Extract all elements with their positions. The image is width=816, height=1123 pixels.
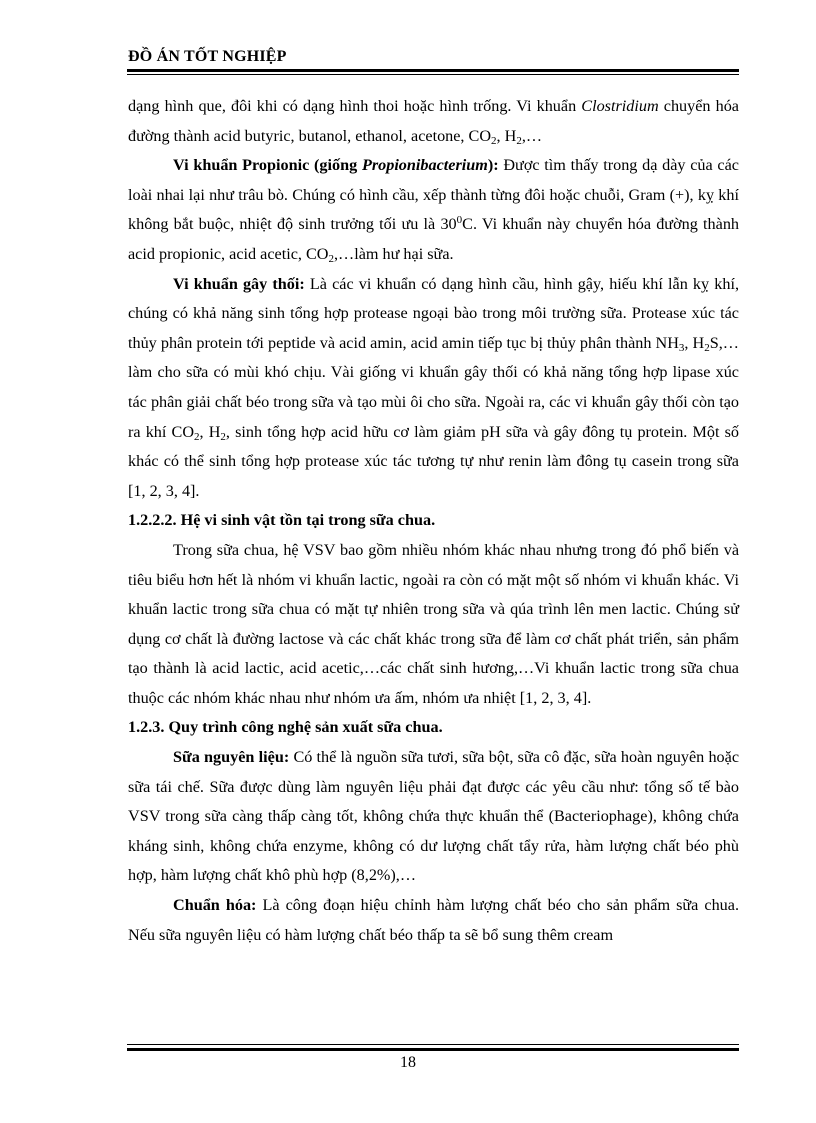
page-number: 18 <box>400 1054 416 1071</box>
footer-rule-thick <box>127 1048 739 1051</box>
section-heading-1-2-3: 1.2.3. Quy trình công nghệ sản xuất sữa chua. <box>128 718 443 737</box>
paragraph-standardization: Chuẩn hóa: Là công đoạn hiệu chỉnh hàm lượng chất béo cho sản phẩm sữa chua. Nếu sữa nguyên liệu có hàm lượng chất béo thấp ta sẽ bổ sung thêm cream <box>128 896 740 944</box>
document-body <box>128 92 739 950</box>
paragraph-clostridium: dạng hình que, đôi khi có dạng hình thoi hoặc hình trống. Vi khuẩn Clostridium chuyển hóa đường thành acid butyric, butanol, ethanol, acetone, $CO_2$, $H_2,\dots$ <box>128 97 739 147</box>
paragraph-putrefactive: Vi khuẩn gây thối: Là các vi khuẩn có dạng hình cầu, hình gậy, hiếu khí lẫn kỵ khí, chúng có khả năng sinh tổng hợp protease ngoại bào trong môi trường sữa. Protease xúc tác thủy phân protein tới peptide và acid amin, acid amin tiếp tục bị thủy phân thành $NH_3$, $H_2S,\dots làm$ cho sữa có mùi khó chịu. Vài giống vi khuẩn gây thối có khả năng tổng hợp lipase xúc tác phân giải chất béo trong sữa và tạo mùi ôi cho sữa. Ngoài ra, các vi khuẩn gây thối còn tạo ra khí $CO_2$, $H_2$, sinh tổng hợp acid hữu cơ làm giảm pH sữa và gây đông tụ protein. Một số khác có thể sinh tổng hợp protease xúc tác tương tự như renin làm đông tụ casein trong sữa [1, 2, 3, 4]. <box>128 274 739 500</box>
footer-rule-thin <box>127 1044 739 1045</box>
paragraph-raw-milk: Sữa nguyên liệu: Có thể là nguồn sữa tươi, sữa bột, sữa cô đặc, sữa hoàn nguyên hoặc sữa tái chế. Sữa được dùng làm nguyên liệu phải đạt được các yêu cầu như: tổng số tế bào VSV trong sữa càng thấp càng tốt, không chứa thực khuẩn thể (Bacteriophage), không chứa kháng sinh, không chứa enzyme, không có dư lượng chất tẩy rửa, hàm lượng chất béo phù hợp, hàm lượng chất khô phù hợp (8,2%),… <box>128 748 740 885</box>
paragraph-yogurt-microflora: Trong sữa chua, hệ VSV bao gồm nhiều nhóm khác nhau nhưng trong đó phổ biến và tiêu biểu hơn hết là nhóm vi khuẩn lactic, ngoài ra còn có mặt một số nhóm vi khuẩn khác. Vi khuẩn lactic trong sữa chua có mặt tự nhiên trong sữa và qúa trình lên men lactic. Chúng sử dụng cơ chất là đường lactose và các chất khác trong sữa để làm cơ chất phát triển, sản phẩm tạo thành là acid lactic, acid acetic,…các chất sinh hương,…Vi khuẩn lactic trong sữa chua thuộc các nhóm khác nhau như nhóm ưa ấm, nhóm ưa nhiệt [1, 2, 3, 4]. <box>128 540 739 707</box>
header-rule-thick <box>127 69 739 72</box>
header-rule-thin <box>127 74 739 75</box>
section-heading-1-2-2-2: 1.2.2.2. Hệ vi sinh vật tồn tại trong sữa chua. <box>128 511 436 530</box>
page-header-title: ĐỒ ÁN TỐT NGHIỆP <box>128 48 287 65</box>
paragraph-propionic: Vi khuẩn Propionic (giống Propionibacterium): Được tìm thấy trong dạ dày của các loài nhai lại như trâu bò. Chúng có hình cầu, xếp thành từng đôi hoặc chuỗi, Gram (+), kỵ khí không bắt buộc, nhiệt độ sinh trưởng tối ưu là $30^0C$. Vi khuẩn này chuyển hóa đường thành acid propionic, acid acetic, $CO_2,\dots làm$ hư hại sữa. <box>128 156 740 265</box>
